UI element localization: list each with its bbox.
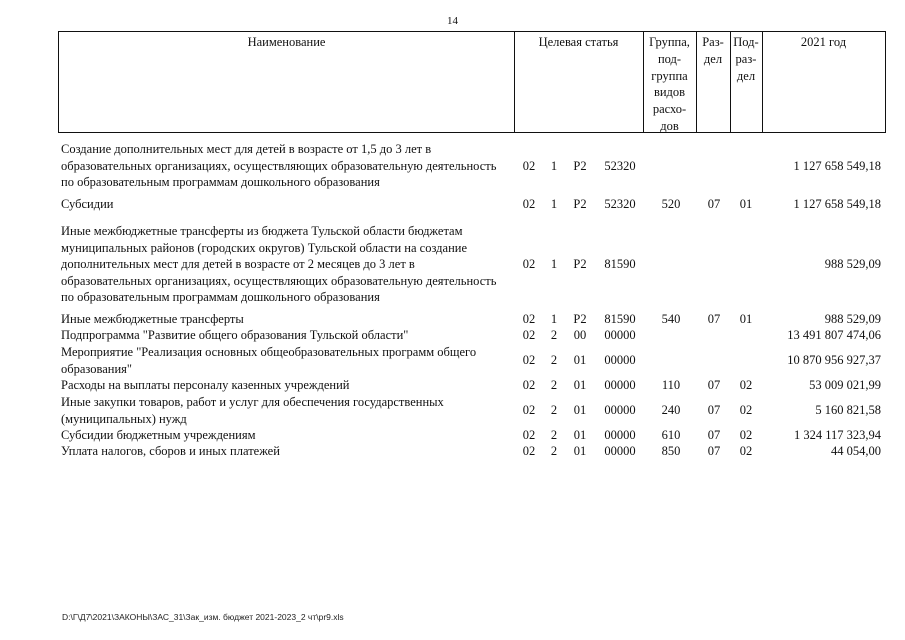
row-name	[61, 427, 516, 444]
subprogram-code: 2	[550, 353, 558, 367]
amount-2021: 1 324 117 323,94	[793, 428, 881, 442]
program-code: 02	[522, 257, 536, 271]
direction-code: 81590	[604, 257, 636, 271]
row-name-line: образования"	[61, 361, 133, 376]
subprogram-code: 1	[550, 312, 558, 326]
page-number: 14	[447, 15, 458, 27]
subsection-code: 02	[739, 403, 753, 417]
direction-code: 00000	[604, 428, 636, 442]
section-code: 07	[707, 378, 721, 392]
row-name-line: Иные межбюджетные трансферты	[61, 312, 244, 326]
header-line: расхо-	[652, 102, 687, 117]
row-name-line: Субсидии бюджетным учреждениям	[61, 428, 256, 442]
direction-code: 81590	[604, 312, 636, 326]
header-name: Наименование	[247, 35, 326, 49]
main-activity-code: Р2	[573, 312, 587, 326]
main-activity-code: Р2	[573, 197, 587, 211]
amount-2021: 5 160 821,58	[815, 403, 881, 417]
row-name-line: образовательных организациях, осуществляющих образовательную деятельность	[61, 273, 497, 288]
subprogram-code: 2	[550, 428, 558, 442]
amount-2021: 13 491 807 474,06	[787, 328, 881, 342]
amount-2021: 10 870 956 927,37	[787, 353, 881, 367]
amount-2021: 44 054,00	[831, 444, 881, 458]
expense-group-code: 520	[661, 197, 681, 211]
subprogram-code: 2	[550, 328, 558, 342]
row-name-line: Расходы на выплаты персоналу казенных учреждений	[61, 378, 350, 392]
main-activity-code: 01	[573, 444, 587, 458]
direction-code: 00000	[604, 328, 636, 342]
direction-code: 52320	[604, 158, 636, 173]
header-line: Группа,	[649, 35, 690, 49]
row-name-line: Мероприятие "Реализация основных общеобразовательных программ общего	[61, 345, 477, 359]
header-target-article: Целевая статья	[538, 35, 619, 49]
program-code: 02	[522, 328, 536, 342]
row-name-line: по образовательным программам дошкольного образования	[61, 290, 380, 304]
row-name	[61, 311, 516, 328]
row-name	[61, 443, 516, 460]
row-name	[61, 327, 516, 344]
expense-group-code: 850	[661, 444, 681, 458]
subsection-code: 02	[739, 444, 753, 458]
expense-group-code: 610	[661, 428, 681, 442]
amount-2021: 53 009 021,99	[809, 378, 881, 392]
header-line: Раз-	[702, 35, 724, 49]
header-line: дов	[660, 118, 679, 133]
row-name	[61, 141, 516, 191]
subprogram-code: 2	[550, 378, 558, 392]
program-code: 02	[522, 428, 536, 442]
row-name	[61, 223, 516, 306]
row-name	[61, 394, 516, 427]
direction-code: 00000	[604, 403, 636, 417]
program-code: 02	[522, 312, 536, 326]
row-name-line: образовательных организациях, осуществляющих образовательную деятельность	[61, 158, 497, 173]
file-path-footer: D:\Г\Д7\2021\ЗАКОНЫ\ЗАС_31\Зак_изм. бюджет 2021-2023_2 чт\pr9.xls	[62, 612, 344, 622]
header-line: раз-	[735, 51, 757, 66]
subsection-code: 01	[739, 312, 753, 326]
subprogram-code: 1	[550, 158, 558, 173]
program-code: 02	[522, 444, 536, 458]
expense-group-code: 240	[661, 403, 681, 417]
program-code: 02	[522, 197, 536, 211]
header-line: Под-	[733, 35, 759, 49]
main-activity-code: 00	[573, 328, 587, 342]
row-name	[61, 344, 516, 377]
subsection-code: 02	[739, 378, 753, 392]
main-activity-code: 01	[573, 378, 587, 392]
row-name-line: по образовательным программам дошкольного образования	[61, 175, 380, 189]
row-name	[61, 377, 516, 394]
section-code: 07	[707, 444, 721, 458]
section-code: 07	[707, 197, 721, 211]
amount-2021: 988 529,09	[824, 312, 881, 326]
subprogram-code: 2	[550, 403, 558, 417]
subsection-code: 01	[739, 197, 753, 211]
program-code: 02	[522, 353, 536, 367]
section-code: 07	[707, 403, 721, 417]
row-name-line: (муниципальных) нужд	[61, 411, 187, 426]
main-activity-code: Р2	[573, 257, 587, 271]
direction-code: 52320	[604, 197, 636, 211]
header-line: под-	[657, 51, 682, 66]
program-code: 02	[522, 403, 536, 417]
main-activity-code: Р2	[573, 158, 587, 173]
row-name-line: Создание дополнительных мест для детей в возрасте от 1,5 до 3 лет в	[61, 142, 432, 156]
subsection-code: 02	[739, 428, 753, 442]
direction-code: 00000	[604, 444, 636, 458]
header-year: 2021 год	[800, 35, 847, 49]
row-name-line: Иные закупки товаров, работ и услуг для обеспечения государственных	[61, 395, 444, 409]
row-name-line: Подпрограмма "Развитие общего образования Тульской области"	[61, 328, 409, 342]
section-code: 07	[707, 312, 721, 326]
header-line: видов	[653, 85, 686, 100]
expense-group-code: 540	[661, 312, 681, 326]
main-activity-code: 01	[573, 353, 587, 367]
direction-code: 00000	[604, 353, 636, 367]
row-name-line: Субсидии	[61, 197, 114, 211]
row-name-line: дополнительных мест для детей в возрасте от 2 месяцев до 3 лет в	[61, 257, 415, 271]
header-line: дел	[703, 51, 723, 66]
row-name	[61, 196, 516, 213]
section-code: 07	[707, 428, 721, 442]
program-code: 02	[522, 378, 536, 392]
program-code: 02	[522, 158, 536, 173]
header-line: группа	[651, 68, 688, 83]
subprogram-code: 1	[550, 197, 558, 211]
row-name-line: Иные межбюджетные трансферты из бюджета Тульской области бюджетам	[61, 224, 463, 238]
amount-2021: 1 127 658 549,18	[793, 158, 881, 173]
row-name-line: муниципальных районов (городских округов) Тульской области на создание	[61, 240, 468, 255]
header-line: дел	[736, 68, 756, 83]
subprogram-code: 2	[550, 444, 558, 458]
main-activity-code: 01	[573, 403, 587, 417]
subprogram-code: 1	[550, 257, 558, 271]
main-activity-code: 01	[573, 428, 587, 442]
amount-2021: 1 127 658 549,18	[793, 197, 881, 211]
row-name-line: Уплата налогов, сборов и иных платежей	[61, 444, 280, 458]
expense-group-code: 110	[661, 378, 681, 392]
direction-code: 00000	[604, 378, 636, 392]
amount-2021: 988 529,09	[824, 257, 881, 271]
